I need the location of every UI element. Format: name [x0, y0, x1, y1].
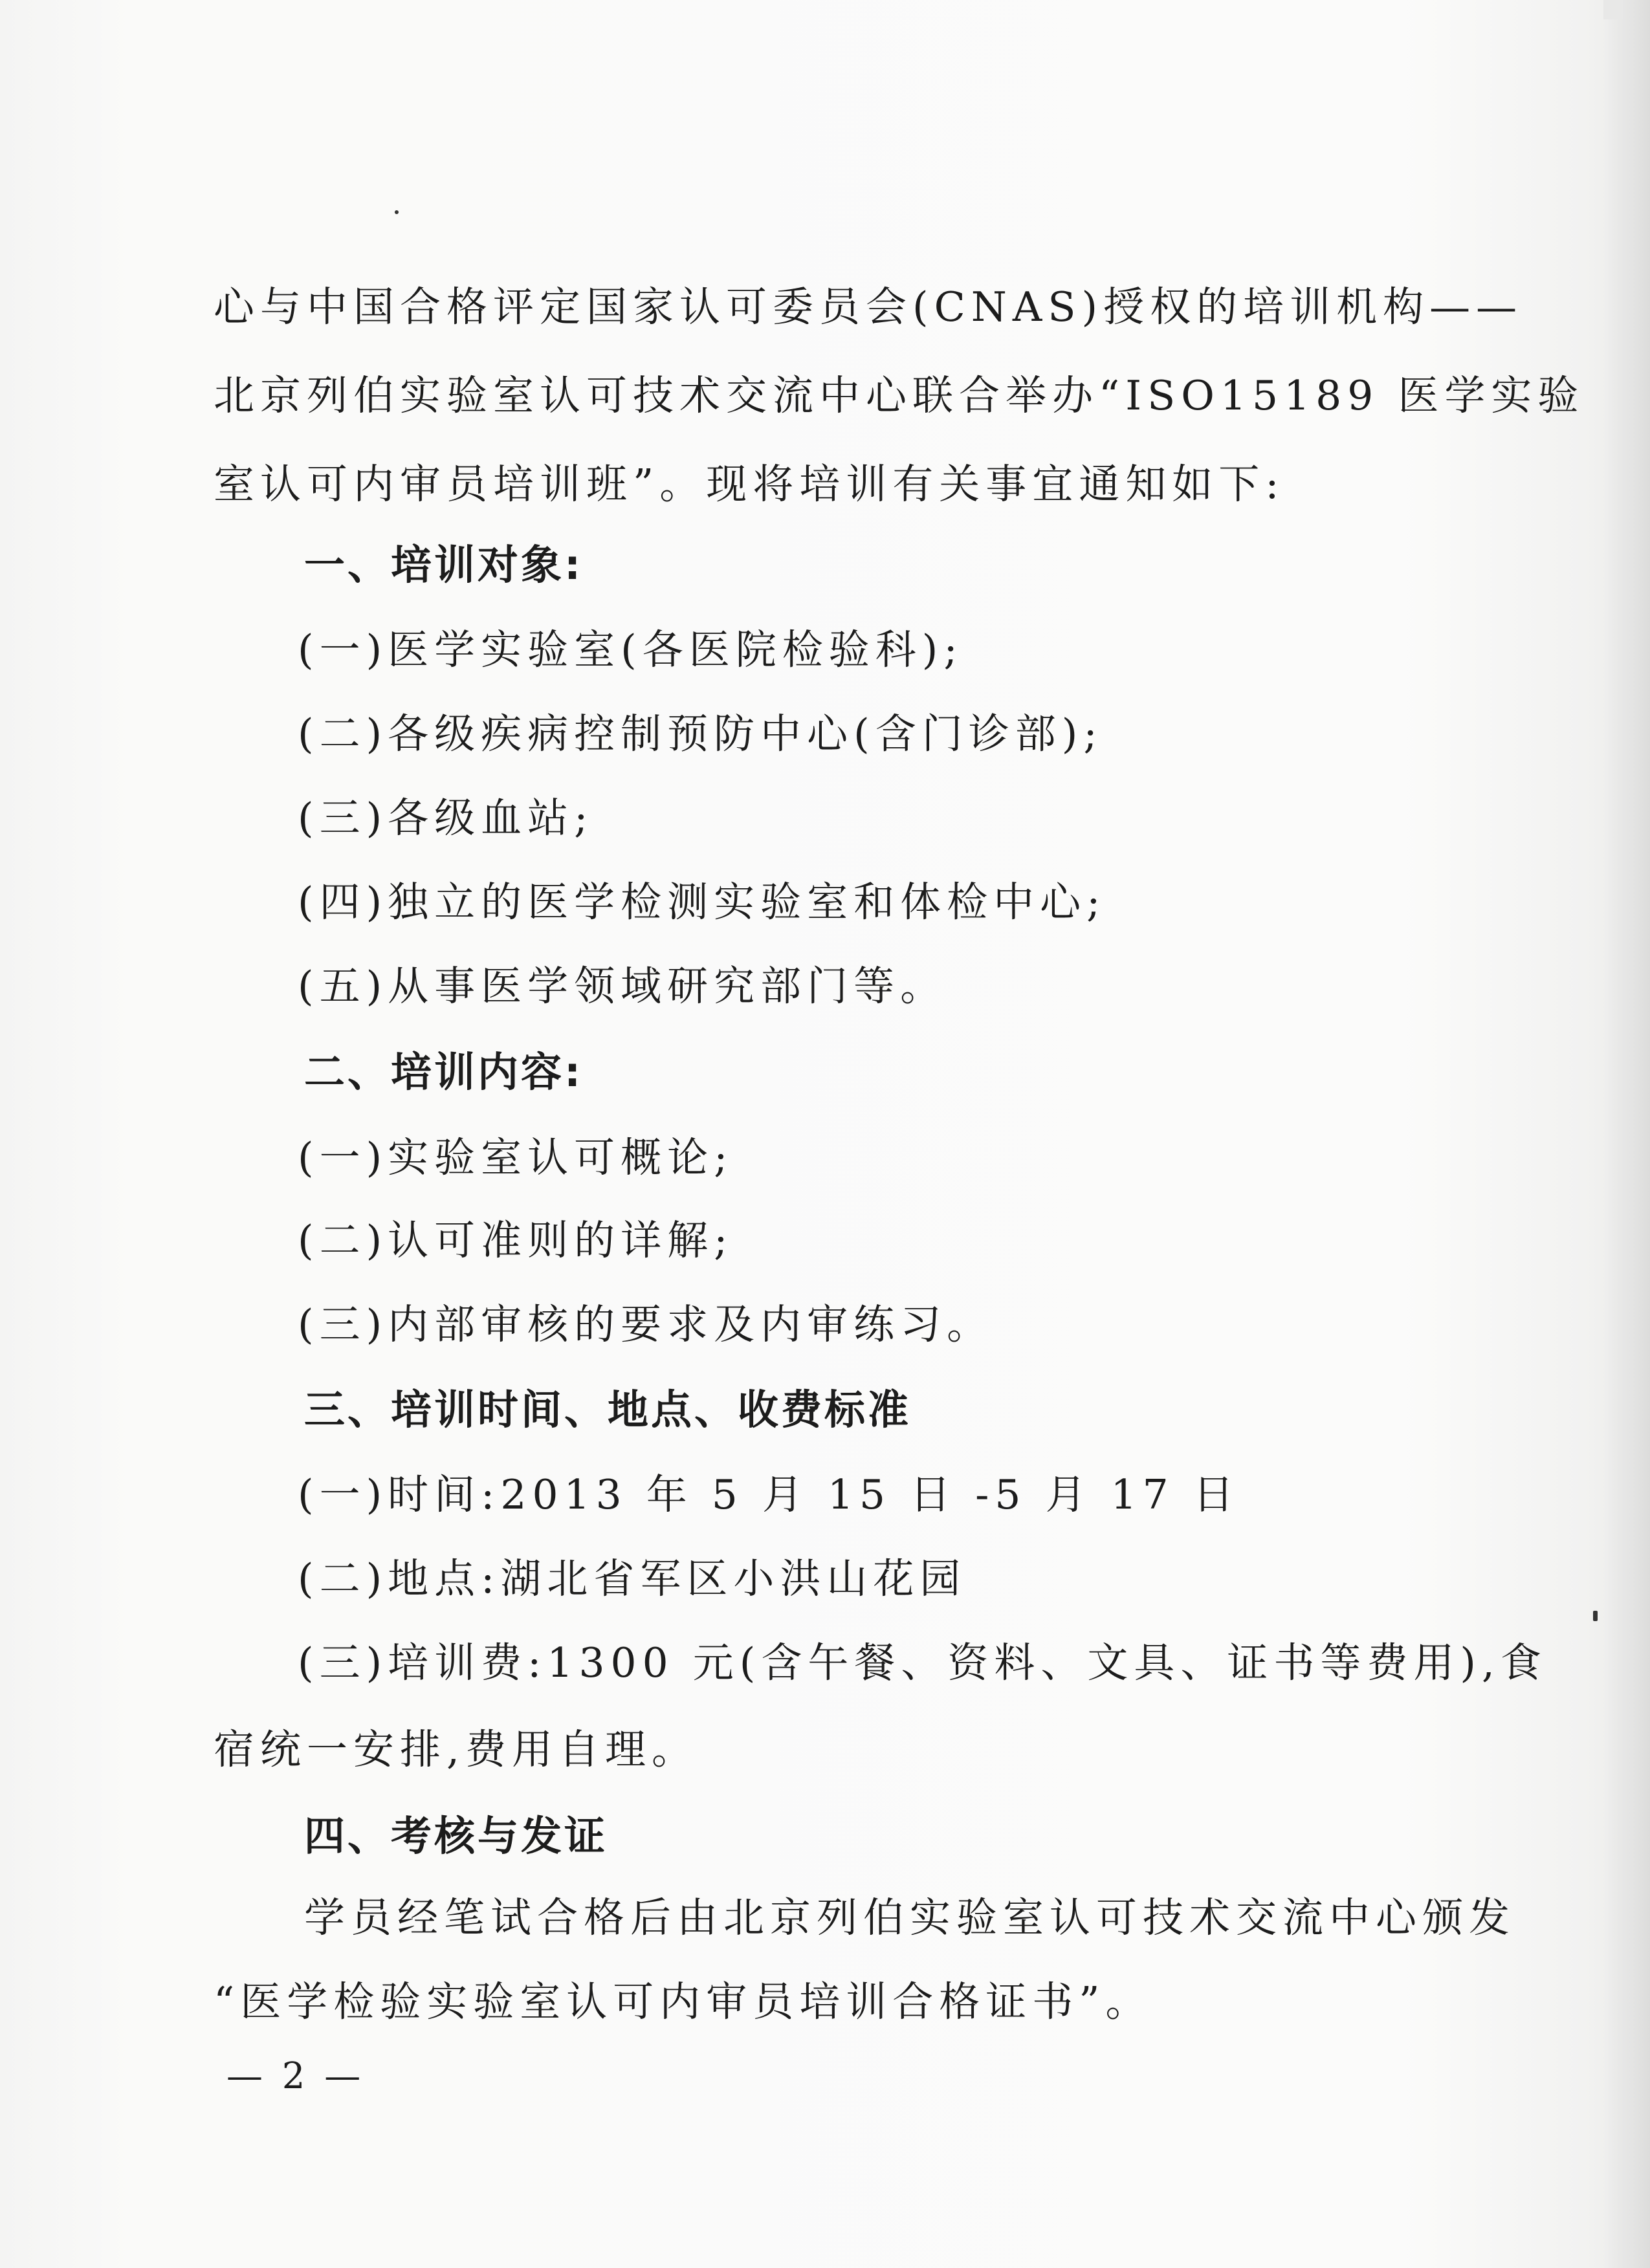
list-item-text: (二)地点:湖北省军区小洪山花园 — [298, 1555, 967, 1602]
paragraph-line — [0, 1714, 1650, 1785]
list-item-text: (三)内部审核的要求及内审练习。 — [298, 1301, 994, 1348]
scan-corner-mark — [1603, 0, 1623, 19]
paragraph-line — [0, 1967, 1650, 2038]
list-item — [0, 1122, 1650, 1194]
line-text: “医学检验实验室认可内审员培训合格证书”。 — [214, 1978, 1152, 2025]
list-item-text: (二)认可准则的详解; — [298, 1217, 734, 1264]
paragraph-line — [0, 1882, 1650, 1954]
list-item-text: (一)实验室认可概论; — [298, 1134, 734, 1181]
section-heading — [0, 1037, 1650, 1108]
scan-speck — [395, 210, 399, 214]
heading-text: 三、培训时间、地点、收费标准 — [304, 1386, 911, 1434]
list-item — [0, 1289, 1650, 1360]
list-item-text: (三)培训费:1300 元(含午餐、资料、文具、证书等费用),食 — [298, 1639, 1547, 1686]
paragraph-line — [0, 272, 1650, 343]
section-heading — [0, 530, 1650, 601]
section-heading — [0, 1801, 1650, 1872]
list-item — [0, 951, 1650, 1022]
line-text: 学员经笔试合格后由北京列伯实验室认可技术交流中心颁发 — [304, 1894, 1515, 1941]
list-item — [0, 1543, 1650, 1615]
list-item — [0, 1205, 1650, 1276]
list-item-text: (二)各级疾病控制预防中心(含门诊部); — [298, 710, 1103, 758]
page-number: — 2 — — [226, 2055, 365, 2097]
paragraph-line — [0, 360, 1650, 431]
line-text: 室认可内审员培训班”。现将培训有关事宜通知如下: — [214, 461, 1285, 508]
list-item-text: (五)从事医学领域研究部门等。 — [298, 963, 947, 1010]
line-text: 宿统一安排,费用自理。 — [214, 1726, 699, 1773]
line-text: 心与中国合格评定国家认可委员会(CNAS)授权的培训机构—— — [214, 283, 1523, 331]
section-heading — [0, 1375, 1650, 1446]
list-item — [0, 1628, 1650, 1699]
paragraph-line — [0, 449, 1650, 520]
list-item-text: (一)时间:2013 年 5 月 15 日 -5 月 17 日 — [298, 1471, 1240, 1518]
list-item-text: (三)各级血站; — [298, 794, 594, 842]
heading-text: 四、考核与发证 — [304, 1813, 608, 1860]
list-item — [0, 615, 1650, 686]
line-text: 北京列伯实验室认可技术交流中心联合举办“ISO15189 医学实验 — [214, 372, 1585, 419]
list-item — [0, 783, 1650, 854]
heading-text: 一、培训对象: — [304, 541, 584, 589]
list-item-text: (四)独立的医学检测实验室和体检中心; — [298, 878, 1106, 926]
list-item — [0, 699, 1650, 770]
list-item — [0, 867, 1650, 938]
list-item — [0, 1459, 1650, 1531]
list-item-text: (一)医学实验室(各医院检验科); — [298, 626, 963, 673]
heading-text: 二、培训内容: — [304, 1049, 584, 1096]
